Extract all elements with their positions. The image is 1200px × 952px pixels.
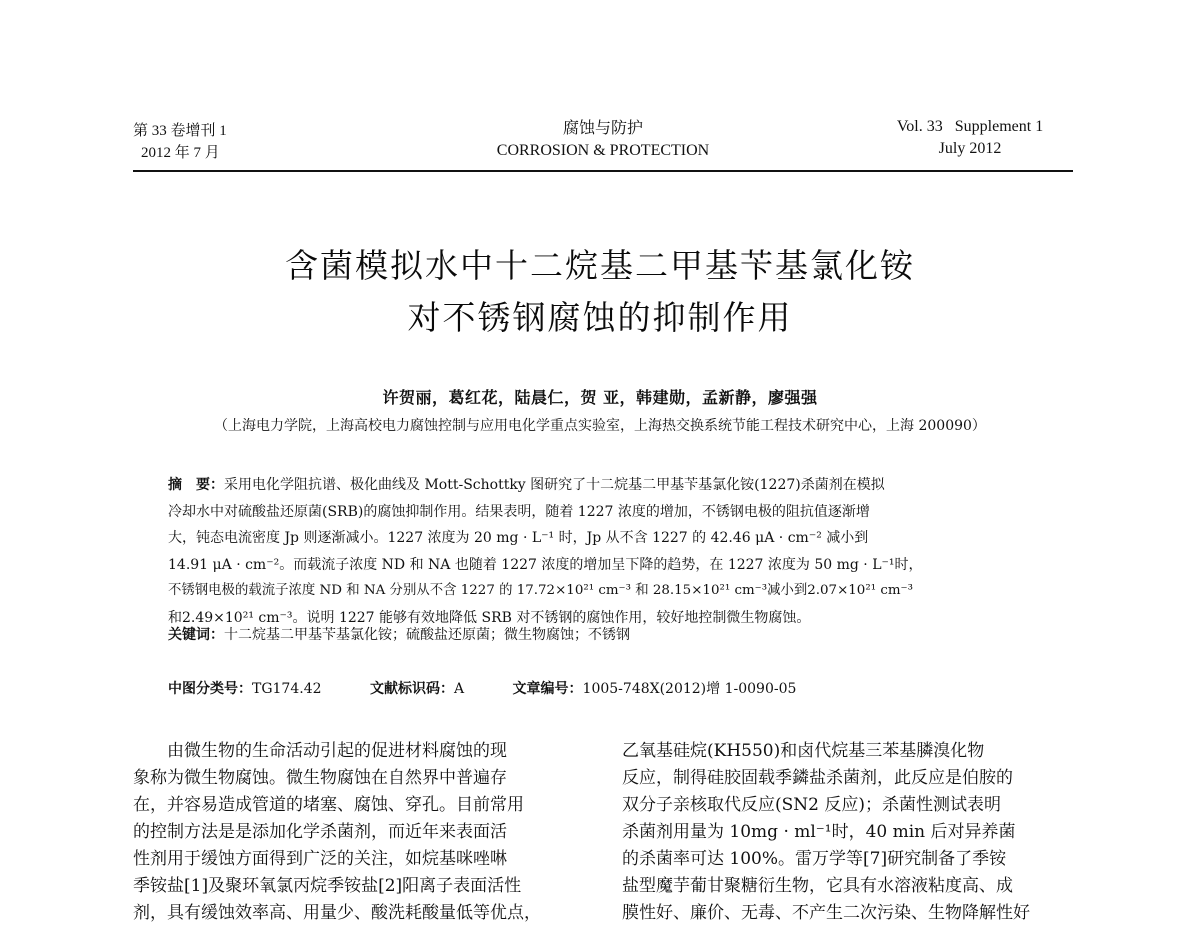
body-line: 双分子亲核取代反应(SN2 反应)；杀菌性测试表明: [622, 795, 1002, 815]
date-cn: 2012 年 7 月: [141, 145, 220, 161]
abstract-line: 不锈钢电极的载流子浓度 ND 和 NA 分别从不含 1227 的 17.72×10²¹ cm⁻³ 和 28.15×10²¹ cm⁻³减小到2.07×10²¹ cm⁻³: [168, 583, 913, 598]
abstract-label: 摘 要：: [168, 477, 224, 493]
abstract: [168, 472, 1040, 631]
body-line: 杀菌剂用量为 10mg · ml⁻¹时，40 min 后对异养菌: [622, 822, 1016, 842]
body-line: 反应，制得硅胶固载季鏻盐杀菌剂，此反应是伯胺的: [622, 768, 1013, 788]
body-line: 膜性好、廉价、无毒、不产生二次污染、生物降解性好: [622, 903, 1030, 923]
author-list: 许贺丽，葛红花，陆晨仁，贺 亚，韩建勋，孟新静，廖强强: [382, 388, 818, 407]
running-header-right: [870, 116, 1070, 160]
body-line: 在，并容易造成管道的堵塞、腐蚀、穿孔。目前常用: [133, 795, 524, 815]
volume-issue-cn: 第 33 卷增刊 1: [133, 123, 227, 139]
abstract-line: 摘 要：采用电化学阻抗谱、极化曲线及 Mott-Schottky 图研究了十二烷基二甲基苄基氯化铵(1227)杀菌剂在模拟: [168, 477, 885, 493]
keywords: [168, 622, 1040, 648]
clc-number: 中图分类号：TG174.42: [168, 681, 322, 697]
body-line: 乙氧基硅烷(KH550)和卤代烷基三苯基膦溴化物: [622, 741, 985, 761]
body-column-right: [622, 738, 1074, 927]
body-line: 性剂用于缓蚀方面得到广泛的关注，如烷基咪唑啉: [133, 849, 507, 869]
abstract-line: 14.91 μA · cm⁻²。而载流子浓度 ND 和 NA 也随着 1227 浓度的增加呈下降的趋势，在 1227 浓度为 50 mg · L⁻¹时，: [168, 556, 923, 573]
date-en: July 2012: [938, 140, 1002, 157]
affiliation: （上海电力学院，上海高校电力腐蚀控制与应用电化学重点实验室，上海热交换系统节能工程技术研究中心，上海 200090）: [214, 418, 986, 434]
volume-issue-en: Vol. 33 Supplement 1: [896, 118, 1044, 135]
body-line: 象称为微生物腐蚀。微生物腐蚀在自然界中普遍存: [133, 768, 507, 788]
abstract-line: 和2.49×10²¹ cm⁻³。说明 1227 能够有效地降低 SRB 对不锈钢的腐蚀作用，较好地控制微生物腐蚀。: [168, 609, 811, 626]
article-id: 文章编号：1005-748X(2012)增 1-0090-05: [512, 681, 797, 697]
abstract-line: 大，钝态电流密度 Jp 则逐渐减小。1227 浓度为 20 mg · L⁻¹ 时，Jp 从不含 1227 的 42.46 μA · cm⁻² 减小到: [168, 530, 869, 546]
journal-name-en: CORROSION & PROTECTION: [496, 142, 710, 159]
body-line: 由微生物的生命活动引起的促进材料腐蚀的现: [167, 741, 507, 761]
running-header-center: [400, 118, 806, 162]
running-header-left: [133, 120, 227, 164]
body-line: 剂，具有缓蚀效率高、用量少、酸洗耗酸量低等优点，: [133, 903, 541, 923]
title-line-2: 对不锈钢腐蚀的抑制作用: [407, 298, 793, 337]
abstract-line: 冷却水中对硫酸盐还原菌(SRB)的腐蚀抑制作用。结果表明，随着 1227 浓度的增加，不锈钢电极的阻抗值逐渐增: [168, 503, 870, 520]
body-line: 盐型魔芋葡甘聚糖衍生物，它具有水溶液粘度高、成: [622, 876, 1013, 896]
paper-title: [150, 240, 1050, 344]
header-rule: [133, 170, 1073, 172]
journal-name-cn: 腐蚀与防护: [562, 120, 643, 137]
document-code: 文献标识码：A: [369, 681, 465, 697]
title-line-1: 含菌模拟水中十二烷基二甲基苄基氯化铵: [285, 246, 915, 285]
body-line: 的杀菌率可达 100%。雷万学等[7]研究制备了季铵: [622, 849, 1007, 869]
body-column-left: [133, 738, 573, 927]
classification-meta: [168, 678, 1040, 698]
body-line: 的控制方法是是添加化学杀菌剂，而近年来表面活: [133, 822, 507, 842]
body-line: 季铵盐[1]及聚环氧氯丙烷季铵盐[2]阳离子表面活性: [133, 876, 522, 896]
keywords-label: 关键词：: [168, 627, 224, 643]
keywords-value: 十二烷基二甲基苄基氯化铵；硫酸盐还原菌；微生物腐蚀；不锈钢: [224, 627, 630, 643]
